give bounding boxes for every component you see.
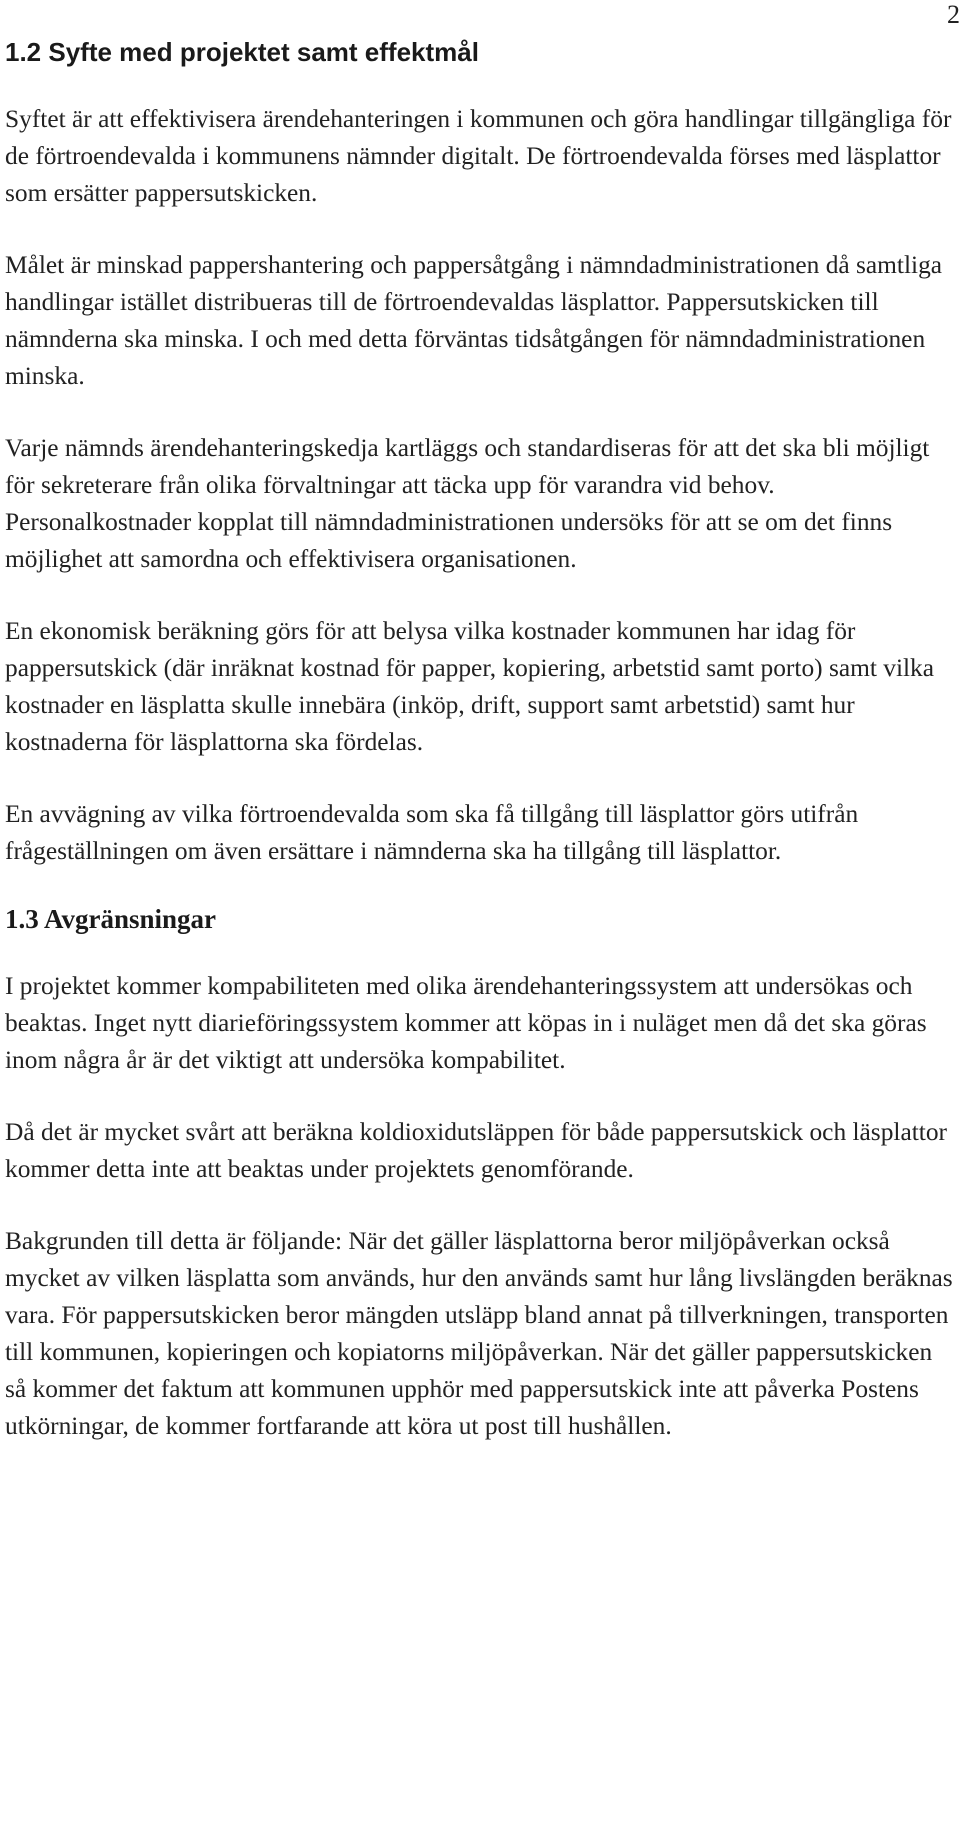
section-heading-syfte: 1.2 Syfte med projektet samt effektmål [5,37,479,67]
paragraph: En avvägning av vilka förtroendevalda som ska få tillgång till läsplattor görs utifrån frågeställningen om även ersättare i nämnderna ska ha tillgång till läsplattor. [5,800,859,865]
paragraph: I projektet kommer kompabiliteten med olika ärendehanteringssystem att undersökas och beaktas. Inget nytt diarieföringssystem kommer att köpas in i nuläget men då det ska göras inom några år är det viktigt att undersöka kompabilitet. [5,972,927,1074]
paragraph: Målet är minskad pappershantering och pappersåtgång i nämndadministrationen då samtliga handlingar istället distribueras till de förtroendevaldas läsplattor. Pappersutskicken till nämnderna ska minska. I och med detta förväntas tidsåtgången för nämndadministrationen minska. [5,251,943,390]
paragraph: Syftet är att effektivisera ärendehanteringen i kommunen och göra handlingar tillgängliga för de förtroendevalda i kommunens nämnder digitalt. De förtroendevalda förses med läsplattor som ersätter pappersutskicken. [5,105,952,207]
paragraph: En ekonomisk beräkning görs för att belysa vilka kostnader kommunen har idag för pappersutskick (där inräknat kostnad för papper, kopiering, arbetstid samt porto) samt vilka kostnader en läsplatta skulle innebära (inköp, drift, support samt arbetstid) samt hur kostnaderna för läsplattorna ska fördelas. [5,617,935,756]
paragraph: Då det är mycket svårt att beräkna koldioxidutsläppen för både pappersutskick och läsplattor kommer detta inte att beaktas under projektets genomförande. [5,1118,947,1183]
paragraph: Bakgrunden till detta är följande: När det gäller läsplattorna beror miljöpåverkan också mycket av vilken läsplatta som används, hur den används samt hur lång livslängden beräknas vara. För pappersutskicken beror mängden utsläpp bland annat på tillverkningen, transporten till kommunen, kopieringen och kopiatorns miljöpåverkan. När det gäller pappersutskicken så kommer det faktum att kommunen upphör med pappersutskick inte att påverka Postens utkörningar, de kommer fortfarande att köra ut post till hushållen. [5,1227,953,1440]
section-heading-avgransningar: 1.3 Avgränsningar [5,904,217,934]
paragraph: Varje nämnds ärendehanteringskedja kartläggs och standardiseras för att det ska bli möjligt för sekreterare från olika förvaltningar att täcka upp för varandra vid behov. Personalkostnader kopplat till nämndadministrationen undersöks för att se om det finns möjlighet att samordna och effektivisera organisationen. [5,434,930,573]
document-body [5,30,953,1445]
page-number: 2 [947,0,960,29]
